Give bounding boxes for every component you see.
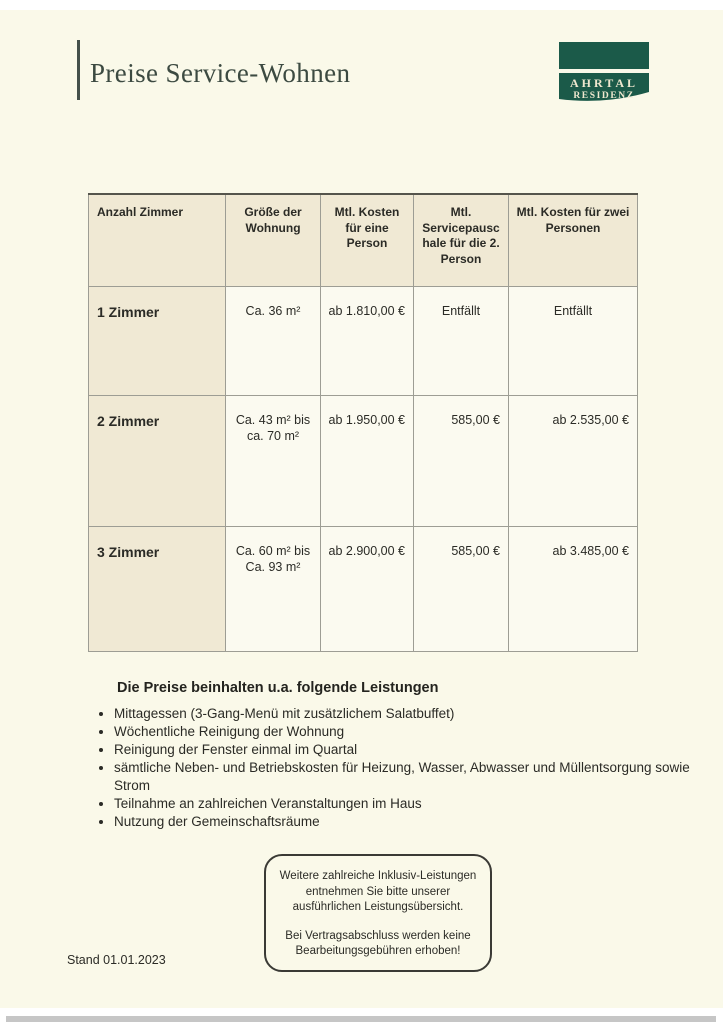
table-cell: Ca. 36 m² (226, 286, 321, 395)
column-header: Größe der Wohnung (226, 194, 321, 286)
table-row (89, 526, 638, 651)
pricing-table-header-row (89, 194, 638, 286)
page-title: Preise Service-Wohnen (90, 58, 351, 88)
table-cell: 1 Zimmer (89, 286, 226, 395)
table-cell: Ca. 43 m² bis ca. 70 m² (226, 395, 321, 526)
table-cell: 3 Zimmer (89, 526, 226, 651)
services-list (92, 705, 723, 831)
note-box-paragraph-2: Bei Vertragsabschluss werden keine Bearbeitungsgebühren erhoben! (285, 929, 471, 958)
logo-text-line2: RESIDENZ (573, 91, 635, 101)
table-cell: Ca. 60 m² bis Ca. 93 m² (226, 526, 321, 651)
table-cell: ab 1.950,00 € (321, 395, 414, 526)
service-list-item: • Mittagessen (3-Gang-Menü mit zusätzlichem Salatbuffet) (114, 705, 723, 723)
table-row (89, 395, 638, 526)
table-cell: Entfällt (509, 286, 638, 395)
column-header: Mtl. Kosten für eine Person (321, 194, 414, 286)
table-cell: ab 3.485,00 € (509, 526, 638, 651)
pricing-table (88, 193, 638, 652)
table-cell: Entfällt (414, 286, 509, 395)
service-list-item: • sämtliche Neben- und Betriebskosten für Heizung, Wasser, Abwasser und Müllentsorgung sowie Strom (114, 759, 723, 795)
column-header: Mtl. Kosten für zwei Personen (509, 194, 638, 286)
service-list-item: • Teilnahme an zahlreichen Veranstaltungen im Haus (114, 795, 723, 813)
table-cell: ab 1.810,00 € (321, 286, 414, 395)
note-box-paragraph-1: Weitere zahlreiche Inklusiv-Leistungen entnehmen Sie bitte unserer ausführlichen Leistungsübersicht. (279, 870, 477, 914)
table-cell: 2 Zimmer (89, 395, 226, 526)
table-cell: 585,00 € (414, 395, 509, 526)
title-accent-bar (77, 40, 80, 100)
logo-graphic (558, 42, 650, 108)
column-header: Mtl. Servicepauschale für die 2. Person (414, 194, 509, 286)
company-logo (558, 42, 650, 108)
table-row (89, 286, 638, 395)
scan-edge-strip (6, 1016, 716, 1022)
table-cell: ab 2.535,00 € (509, 395, 638, 526)
version-date: Stand 01.01.2023 (67, 953, 166, 967)
table-cell: 585,00 € (414, 526, 509, 651)
logo-text-line1: AHRTAL (569, 76, 639, 90)
column-header: Anzahl Zimmer (89, 194, 226, 286)
service-list-item: • Nutzung der Gemeinschaftsräume (114, 813, 723, 831)
table-cell: ab 2.900,00 € (321, 526, 414, 651)
service-list-item: • Wöchentliche Reinigung der Wohnung (114, 723, 723, 741)
service-list-item: • Reinigung der Fenster einmal im Quartal (114, 741, 723, 759)
note-box (264, 854, 492, 972)
services-heading: Die Preise beinhalten u.a. folgende Leistungen (117, 680, 439, 696)
